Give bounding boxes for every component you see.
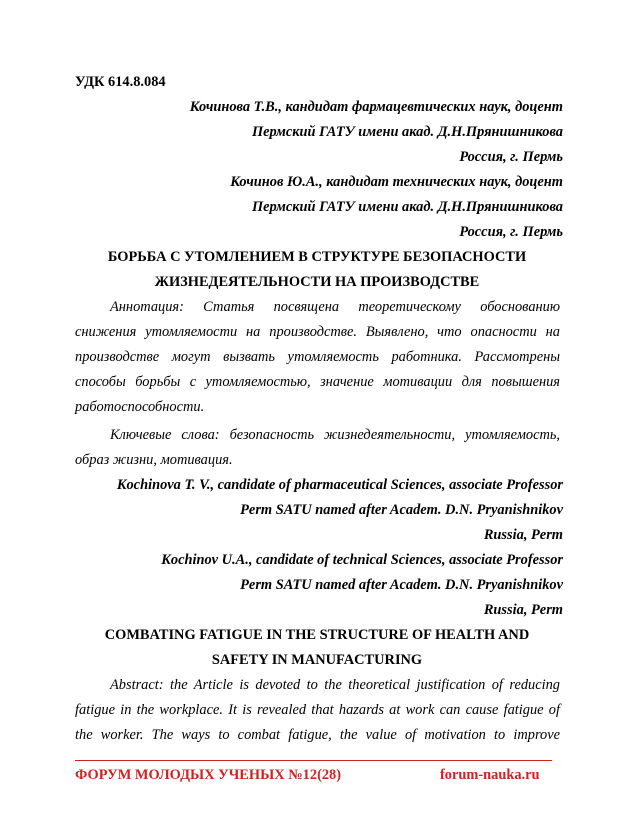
author-ru-1-affiliation: Пермский ГАТУ имени акад. Д.Н.Прянишникова — [251, 124, 563, 140]
title-ru-line-1: БОРЬБА С УТОМЛЕНИЕМ В СТРУКТУРЕ БЕЗОПАСНОСТИ — [107, 249, 527, 265]
title-en-line-1: COMBATING FATIGUE IN THE STRUCTURE OF HEALTH AND — [104, 627, 530, 643]
author-ru-2-location: Россия, г. Пермь — [459, 224, 563, 240]
author-en-2-name: Kochinov U.A., candidate of technical Sciences, associate Professor — [161, 552, 563, 568]
abstract-en-line-1: Abstract: the Article is devoted to the theoretical justification of reducing — [110, 677, 560, 693]
title-ru-line-2: ЖИЗНЕДЕЯТЕЛЬНОСТИ НА ПРОИЗВОДСТВЕ — [154, 274, 480, 290]
author-en-1-affiliation: Perm SATU named after Academ. D.N. Pryanishnikov — [240, 502, 563, 518]
author-ru-1-location: Россия, г. Пермь — [459, 149, 563, 165]
annotation-ru-line-3: производстве могут вызвать утомляемость работника. Рассмотрены — [75, 349, 560, 365]
author-en-2-location: Russia, Perm — [483, 602, 563, 618]
author-en-1-location: Russia, Perm — [483, 527, 563, 543]
author-ru-1-name: Кочинова Т.В., кандидат фармацевтических наук, доцент — [189, 99, 563, 115]
annotation-ru-line-1: Аннотация: Статья посвящена теоретическому обоснованию — [110, 299, 560, 315]
author-en-2-affiliation: Perm SATU named after Academ. D.N. Pryanishnikov — [240, 577, 563, 593]
keywords-ru-line-1: Ключевые слова: безопасность жизнедеятельности, утомляемость, — [110, 427, 560, 443]
author-en-1-name: Kochinova T. V., candidate of pharmaceutical Sciences, associate Professor — [116, 477, 563, 493]
annotation-ru-line-4: способы борьбы с утомляемостью, значение мотивации для повышения — [75, 374, 560, 390]
udk-code: УДК 614.8.084 — [75, 74, 166, 90]
abstract-en-line-3: the worker. The ways to combat fatigue, the value of motivation to improve — [75, 727, 560, 743]
abstract-en-line-2: fatigue in the workplace. It is revealed that hazards at work can cause fatigue of — [75, 702, 560, 718]
footer-site-link[interactable]: forum-nauka.ru — [440, 767, 540, 783]
annotation-ru-line-5: работоспособности. — [75, 399, 205, 415]
footer-journal: ФОРУМ МОЛОДЫХ УЧЕНЫХ №12(28) — [75, 767, 342, 783]
author-ru-2-affiliation: Пермский ГАТУ имени акад. Д.Н.Прянишникова — [251, 199, 563, 215]
title-en-line-2: SAFETY IN MANUFACTURING — [211, 652, 423, 668]
footer-divider — [75, 760, 552, 761]
keywords-ru-line-2: образ жизни, мотивация. — [75, 452, 233, 468]
author-ru-2-name: Кочинов Ю.А., кандидат технических наук, доцент — [230, 174, 563, 190]
annotation-ru-line-2: снижения утомляемости на производстве. Выявлено, что опасности на — [75, 324, 560, 340]
